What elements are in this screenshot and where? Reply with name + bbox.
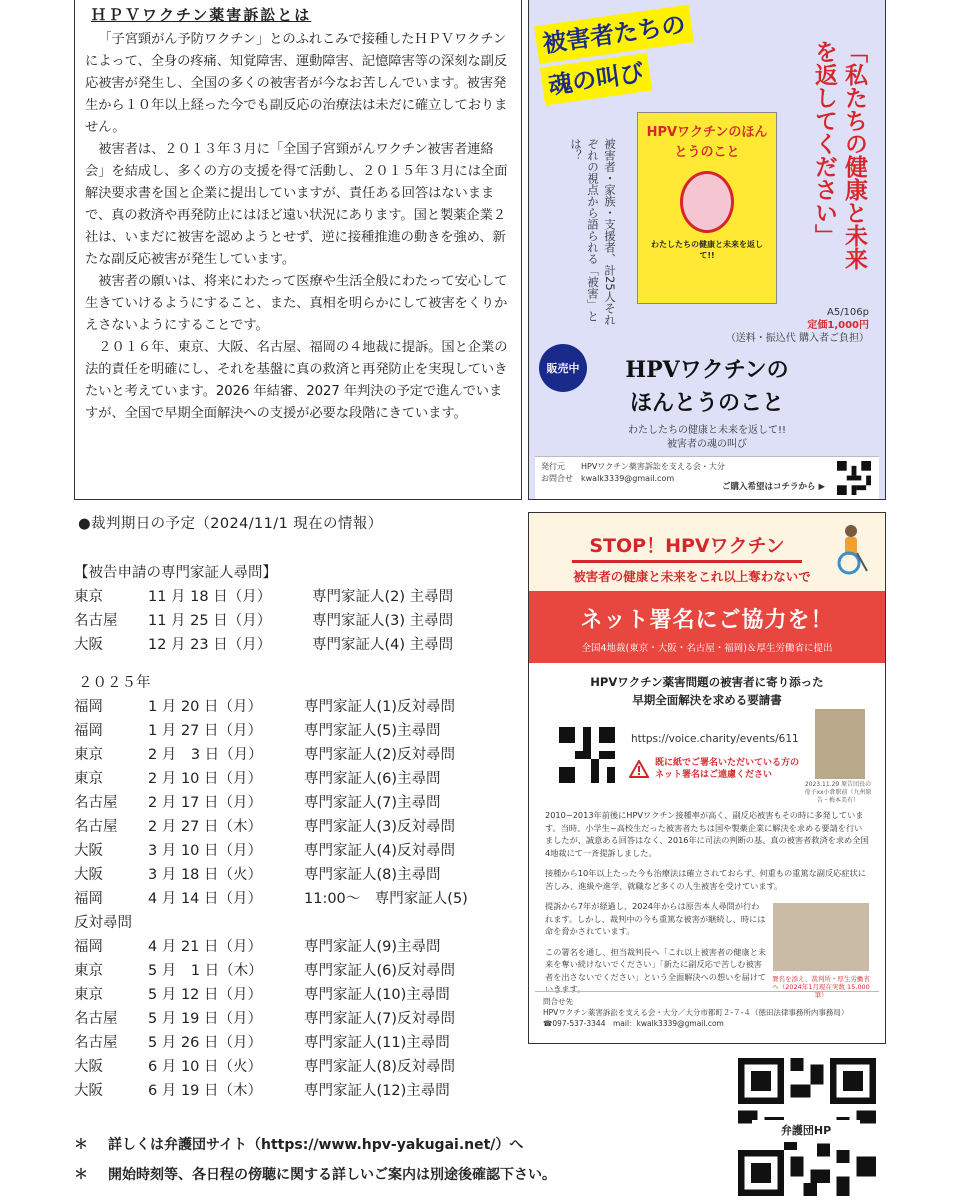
banner-subtext: 全国4地裁(東京・大阪・名古屋・福岡)＆厚生労働省に提出	[581, 643, 833, 654]
book-price: 定価1,000円	[807, 320, 869, 331]
wheelchair-icon	[831, 523, 871, 575]
article-paragraph: 被害者の願いは、将来にわたって医療や生活全般にわたって安心して生きていけるようにすること、また、真相を明らかにして被害をくりかえさないようにすることです。	[85, 274, 508, 333]
row-date: 2 月 3 日（月）	[148, 747, 263, 763]
schedule-row	[74, 791, 524, 815]
row-witness-continued: 反対尋問	[74, 915, 132, 931]
schedule-row	[74, 863, 524, 887]
book-title	[529, 354, 885, 420]
schedule-row	[74, 1007, 524, 1031]
book-tagline-2: 被害者の魂の叫び	[667, 439, 747, 450]
row-witness: 専門家証人(6)主尋問	[304, 771, 441, 787]
banner-headline: ネット署名にご協力を！	[580, 608, 834, 633]
row-city: 大阪	[74, 637, 103, 653]
row-witness: 専門家証人(10)主尋問	[304, 987, 450, 1003]
row-witness: 専門家証人(11)主尋問	[304, 1035, 450, 1051]
row-date: 1 月 20 日（月）	[148, 699, 263, 715]
row-witness: 専門家証人(8)主尋問	[304, 867, 441, 883]
row-date: 1 月 27 日（月）	[148, 723, 263, 739]
row-city: 名古屋	[74, 1011, 118, 1027]
schedule-row	[74, 767, 524, 791]
schedule-row	[74, 1031, 524, 1055]
row-date: 5 月 12 日（月）	[148, 987, 263, 1003]
row-city: 福岡	[74, 699, 103, 715]
row-witness: 専門家証人(2)反対尋問	[304, 747, 456, 763]
row-city: 福岡	[74, 939, 103, 955]
row-date: 4 月 14 日（月）	[148, 891, 263, 907]
row-date: 3 月 18 日（火）	[148, 867, 263, 883]
asterisk: ＊	[74, 1167, 88, 1183]
schedule-row	[74, 887, 524, 911]
row-date: 12 月 23 日（月）	[148, 637, 272, 653]
schedule-row	[74, 609, 524, 633]
book-headline	[534, 0, 744, 110]
petition-banner	[529, 591, 885, 663]
article-box	[74, 0, 522, 500]
schedule-row	[74, 1079, 524, 1103]
row-city: 東京	[74, 963, 103, 979]
row-date: 2 月 17 日（月）	[148, 795, 263, 811]
row-witness: 専門家証人(4)反対尋問	[304, 843, 456, 859]
flyer-tagline: 被害者の健康と未来をこれ以上奪わないで	[573, 569, 811, 584]
row-witness: 専門家証人(4) 主尋問	[312, 637, 454, 653]
schedule-year: ２０２５年	[78, 675, 151, 691]
article-paragraph: 「子宮頸がん予防ワクチン」とのふれこみで接種したＨＰＶワクチンによって、全身の疼痛、知覚障害、運動障害、記憶障害等の深刻な副反応被害が発生し、全国の多くの被害者が今なお苦しんでいます。被害発生から１０年以上経った今でも副反応の治療法は未だに確立しておりません。	[85, 32, 508, 135]
flyer-body-paragraph: 接種から10年以上たった今も治療法は確立されておらず、何重もの重篤な副反応症状に苦しみ、進級や進学、就職など多くの人生被害を受けています。	[545, 868, 866, 891]
flyer-body-paragraph: 提訴から7年が経過し、2024年からは原告本人尋問が行われます。しかし、裁判中の今も重篤な被害が継続し、時には命を脅かされています。	[545, 901, 766, 936]
book-size: A5/106p	[826, 307, 869, 318]
petition-request	[529, 673, 885, 709]
schedule-row	[74, 719, 524, 743]
note-attendance-text: 開始時刻等、各日程の傍聴に関する詳しいご案内は別途後確認下さい。	[108, 1167, 556, 1183]
petition-url[interactable]: https://voice.charity/events/611	[631, 733, 799, 745]
book-price-note: （送料・振込代 購入者ご負担）	[725, 333, 869, 344]
row-date: 3 月 10 日（月）	[148, 843, 263, 859]
petition-warning	[629, 757, 799, 781]
schedule-row	[74, 633, 524, 657]
cover-subtitle: わたしたちの健康と未来を返して!!	[651, 240, 763, 260]
book-spec	[726, 306, 869, 345]
row-city: 名古屋	[74, 1035, 118, 1051]
row-witness: 専門家証人(1)反対尋問	[304, 699, 456, 715]
row-date: 11 月 18 日（月）	[148, 589, 272, 605]
row-city: 大阪	[74, 1059, 103, 1075]
row-date: 4 月 21 日（月）	[148, 939, 263, 955]
title-underline	[572, 560, 802, 563]
row-city: 大阪	[74, 843, 103, 859]
row-witness: 専門家証人(8)反対尋問	[304, 1059, 456, 1075]
book-advertisement	[528, 0, 886, 500]
request-line-2: 早期全面解決を求める要請書	[632, 693, 782, 707]
schedule-row	[74, 959, 524, 983]
schedule-row	[74, 935, 524, 959]
rally-photo	[815, 709, 865, 779]
book-cover	[637, 112, 777, 304]
petition-qr-code-icon[interactable]	[559, 727, 615, 783]
row-witness: 専門家証人(6)反対尋問	[304, 963, 456, 979]
warning-line-2: ネット署名はご遠慮ください	[655, 770, 773, 780]
row-witness: 専門家証人(12)主尋問	[304, 1083, 450, 1099]
schedule-row-continued	[74, 911, 524, 935]
warning-icon	[629, 760, 649, 778]
order-link[interactable]: ご購入希望はコチラから ▶	[722, 482, 825, 492]
book-title-line-2: ほんとうのこと	[629, 390, 784, 416]
article-paragraph: ２０１６年、東京、大阪、名古屋、福岡の４地裁に提訴。国と企業の法的責任を明確にし、それを基盤に真の救済と再発防止を実現していきたいと考えています。2026 年結審、2027 年判決の予定で進んでいますが、全国で早期全面解決への支援が必要な段階にきています。	[85, 340, 508, 421]
rally-photo-caption: 2023.11.29 原告団長の母子xx小倉駅前（九州原告・梅本美有）	[804, 781, 872, 804]
trial-schedule	[74, 512, 524, 1103]
schedule-row	[74, 839, 524, 863]
row-witness: 専門家証人(3) 主尋問	[312, 613, 454, 629]
footer-notes	[74, 1130, 556, 1190]
row-city: 名古屋	[74, 819, 118, 835]
qr-code-label: 弁護団HP	[752, 1120, 860, 1142]
headline-line-2: 魂の叫び	[540, 53, 652, 106]
book-quote: 「私たちの健康と未来を返してください」	[811, 40, 868, 270]
schedule-row	[74, 1055, 524, 1079]
flyer-stop-title: STOP！HPVワクチン	[589, 535, 785, 557]
row-date: 5 月 26 日（月）	[148, 1035, 263, 1051]
row-city: 大阪	[74, 1083, 103, 1099]
schedule-section-heading: 【被告申請の専門家証人尋問】	[74, 565, 277, 581]
flyer-body-paragraph: この署名を通し、担当裁判長へ「これ以上被害者の健康と未来を奪い続けないでください」「新たに副反応で苦しむ被害者を出さないでください」という全面解決への想いを届けていきます。	[545, 946, 767, 994]
note-website-text[interactable]: 詳しくは弁護団サイト（https://www.hpv-yakugai.net/）へ	[108, 1137, 524, 1153]
warning-line-1: 既に紙でご署名いただいている方の	[655, 758, 800, 768]
flyer-contact	[535, 991, 879, 1039]
row-witness: 11:00～ 専門家証人(5)	[304, 891, 468, 907]
row-date: 5 月 19 日（月）	[148, 1011, 263, 1027]
order-qr-code-icon[interactable]	[837, 461, 871, 495]
row-witness: 専門家証人(5)主尋問	[304, 723, 441, 739]
asterisk: ＊	[74, 1137, 88, 1153]
cover-title: HPVワクチンのほんとうのこと	[646, 125, 768, 160]
publisher-info	[535, 456, 879, 499]
schedule-row	[74, 983, 524, 1007]
book-title-line-1: HPVワクチンの	[625, 357, 789, 383]
schedule-title: ●裁判期日の予定（2024/11/1 現在の情報）	[78, 516, 383, 532]
row-city: 名古屋	[74, 613, 118, 629]
article-title: ＨＰＶワクチン薬害訴訟とは	[91, 6, 312, 24]
row-city: 福岡	[74, 891, 103, 907]
sale-badge: 販売中	[539, 344, 587, 392]
contact-label: 問合せ先	[543, 997, 573, 1006]
note-website	[74, 1130, 556, 1160]
schedule-row	[74, 585, 524, 609]
row-date: 2 月 27 日（木）	[148, 819, 263, 835]
book-subtitle: 被害者・家族・支援者、計25人それぞれの視点から語られる「被害」とは？	[569, 138, 617, 326]
row-witness: 専門家証人(3)反対尋問	[304, 819, 456, 835]
contact-phone-email: ☎097-537-3344 mail：kwalk3339@gmail.com	[543, 1019, 724, 1028]
row-city: 大阪	[74, 867, 103, 883]
headline-line-1: 被害者たちの	[534, 5, 694, 64]
row-witness: 専門家証人(7)主尋問	[304, 795, 441, 811]
row-date: 5 月 1 日（木）	[148, 963, 263, 979]
note-attendance	[74, 1160, 556, 1190]
row-date: 6 月 10 日（火）	[148, 1059, 263, 1075]
petition-flyer	[528, 512, 886, 1044]
row-city: 福岡	[74, 723, 103, 739]
schedule-row	[74, 743, 524, 767]
wheelchair-figure-icon	[680, 171, 734, 233]
flyer-header	[529, 513, 885, 591]
row-witness: 専門家証人(2) 主尋問	[312, 589, 454, 605]
book-tagline-1: わたしたちの健康と未来を返して!!	[627, 425, 787, 436]
group-photo	[773, 903, 869, 971]
row-city: 東京	[74, 771, 103, 787]
row-date: 2 月 10 日（月）	[148, 771, 263, 787]
row-city: 東京	[74, 747, 103, 763]
row-date: 6 月 19 日（木）	[148, 1083, 263, 1099]
book-tagline	[529, 424, 885, 452]
flyer-body-paragraph: 2010~2013年前後にHPVワクチン接種率が高く、副反応被害もその時に多発しています。当時、小学生~高校生だった被害者たちは国や製薬企業に解決を求める要請を行いましたが、誠意ある回答はなく、2016年に司法の判断の基、真の被害者救済を求め全国4地裁にて一斉提訴しました。	[545, 810, 869, 858]
row-date: 11 月 25 日（月）	[148, 613, 272, 629]
row-city: 東京	[74, 987, 103, 1003]
row-city: 名古屋	[74, 795, 118, 811]
row-city: 東京	[74, 589, 103, 605]
group-photo-caption: 署名を添え、裁判所・厚生労働省へ（2024年1月現在実数 15,000 筆）	[772, 975, 870, 999]
row-witness: 専門家証人(9)主尋問	[304, 939, 441, 955]
schedule-row	[74, 815, 524, 839]
contact-address: HPVワクチン薬害訴訟を支える会・大分／大分市都町２-７-４（徳田法律事務所内事務局）	[543, 1008, 849, 1017]
publisher-email: お問合せ kwalk3339@gmail.com	[541, 474, 675, 483]
publisher-name: 発行元 HPVワクチン薬害訴訟を支える会・大分	[541, 462, 725, 471]
article-paragraph: 被害者は、２０１３年３月に「全国子宮頸がんワクチン被害者連絡会」を結成し、多くの方の支援を得て活動し、２０１５年３月には全面解決要求書を国と企業に提出していますが、責任ある回答はないままで、真の救済や再発防止にはほど遠い状況にあります。国と製薬企業２社は、いまだに被害を認めようとせず、逆に接種推進の動きを強め、新たな副反応被害が発生しています。	[85, 142, 508, 267]
row-witness: 専門家証人(7)反対尋問	[304, 1011, 456, 1027]
request-line-1: HPVワクチン薬害問題の被害者に寄り添った	[590, 675, 824, 689]
schedule-row	[74, 695, 524, 719]
